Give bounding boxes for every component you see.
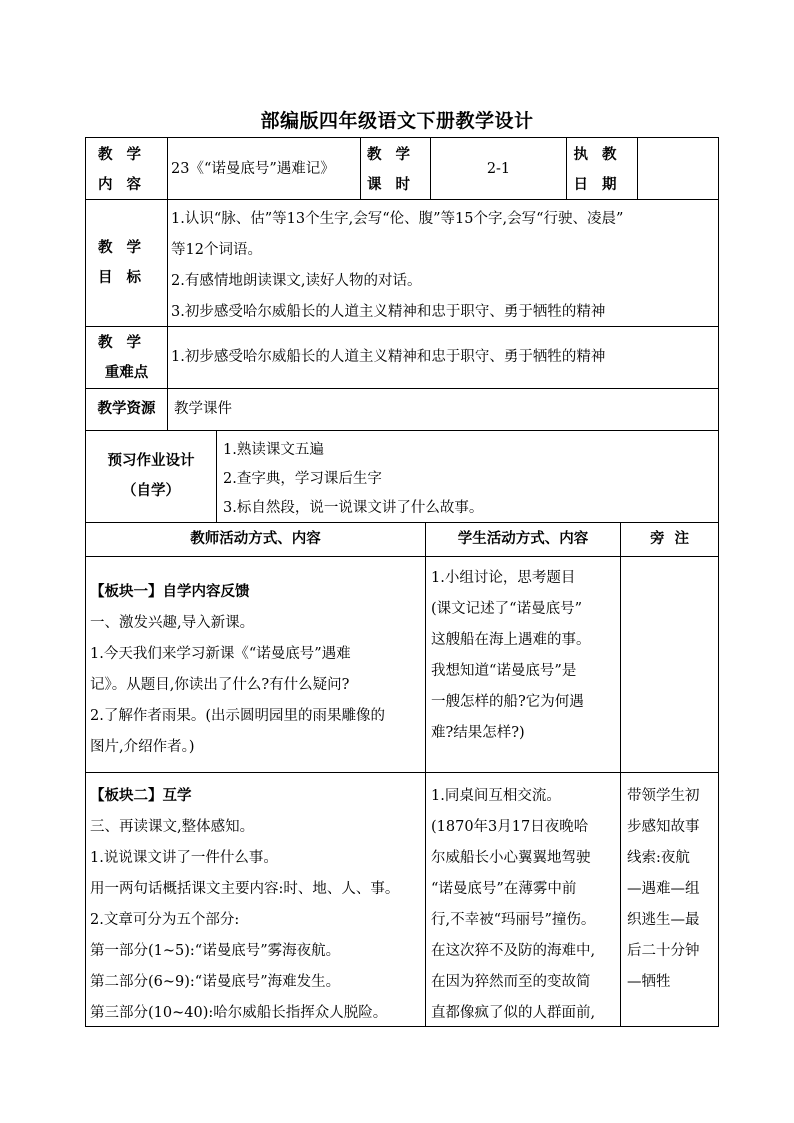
- preview-line: 1.熟读课文五遍: [223, 442, 324, 458]
- preview-line: 2.查字典，学习课后生字: [223, 471, 382, 487]
- hours-label: 教学 课时: [367, 147, 424, 193]
- note-line: 织逃生—最: [627, 912, 700, 928]
- content-value: 23《“诺曼底号”遇难记》: [171, 161, 335, 177]
- teacher-line: 第二部分(6~9):“诺曼底号”海难发生。: [90, 974, 341, 990]
- goal-line: 2.有感情地朗读课文,读好人物的对话。: [171, 273, 422, 289]
- note-line: 线索:夜航: [627, 850, 690, 866]
- block2-notes: [627, 781, 700, 998]
- student-line: 在因为猝然而至的变故简: [431, 974, 591, 990]
- student-line: 尔威船长小心翼翼地驾驶: [431, 850, 591, 866]
- teacher-line: 记》。从题目,你读出了什么?有什么疑问?: [90, 677, 350, 693]
- teacher-line: 用一两句话概括课文主要内容:时、地、人、事。: [90, 881, 400, 897]
- note-line: 步感知故事: [627, 819, 700, 835]
- block1-teacher: [90, 577, 385, 763]
- goal-line: 等12个词语。: [171, 242, 262, 258]
- student-line: 一艘怎样的船?它为何遇: [431, 694, 584, 710]
- teacher-line: 图片,介绍作者。): [90, 739, 195, 755]
- teacher-line: 一、激发兴趣,导入新课。: [90, 615, 255, 631]
- block2-student: [431, 781, 595, 1029]
- hours-value: 2-1: [486, 161, 511, 177]
- teacher-line: 第一部分(1~5):“诺曼底号”雾海夜航。: [90, 943, 341, 959]
- student-line: 行,不幸被“玛丽号”撞伤。: [431, 912, 596, 928]
- student-line: 1.同桌间互相交流。: [431, 788, 561, 804]
- goal-line: 1.认识“脉、估”等13个生字,会写“伦、腹”等15个字,会写“行驶、凌晨”: [171, 211, 624, 227]
- resources-label: 教学资源: [97, 401, 156, 417]
- student-line: (课文记述了“诺曼底号”: [431, 601, 582, 617]
- student-column-header: 学生活动方式、内容: [457, 531, 589, 547]
- block2-teacher: [90, 781, 399, 1029]
- date-label: 执教 日期: [573, 147, 631, 193]
- page-title: 部编版四年级语文下册教学设计: [260, 110, 534, 132]
- student-line: 我想知道“诺曼底号”是: [431, 663, 577, 679]
- note-line: 后二十分钟: [627, 943, 700, 959]
- teacher-line: 1.说说课文讲了一件什么事。: [90, 850, 278, 866]
- teacher-line: 1.今天我们来学习新课《“诺曼底号”遇难: [90, 646, 351, 662]
- note-line: —牺牲: [627, 974, 671, 990]
- student-line: “诺曼底号”在薄雾中前: [431, 881, 577, 897]
- block1-heading: 【板块一】自学内容反馈: [90, 584, 250, 600]
- notes-column-header: 旁 注: [649, 531, 690, 547]
- student-line: 在这次猝不及防的海难中,: [431, 943, 596, 959]
- student-line: 这艘船在海上遇难的事。: [431, 632, 591, 648]
- teacher-line: 2.文章可分为五个部分:: [90, 912, 240, 928]
- teacher-column-header: 教师活动方式、内容: [190, 531, 321, 547]
- key-points-label: 教学 重难点: [98, 335, 155, 381]
- goals-label: 教学 目标: [98, 240, 155, 286]
- block2-heading: 【板块二】互学: [90, 788, 192, 804]
- student-line: 直都像疯了似的人群面前,: [431, 1005, 596, 1021]
- resources-value: 教学课件: [174, 401, 232, 417]
- preview-label: 预习作业设计 （自学）: [107, 453, 195, 499]
- student-line: (1870年3月17日夜晚哈: [431, 819, 589, 835]
- note-line: 带领学生初: [627, 788, 700, 804]
- student-line: 难?结果怎样?): [431, 725, 525, 741]
- key-points-value: 1.初步感受哈尔威船长的人道主义精神和忠于职守、勇于牺牲的精神: [171, 349, 606, 365]
- teacher-line: 三、再读课文,整体感知。: [90, 819, 255, 835]
- goals-text: [171, 204, 623, 328]
- teacher-line: 第三部分(10~40):哈尔威船长指挥众人脱险。: [90, 1005, 388, 1021]
- goal-line: 3.初步感受哈尔威船长的人道主义精神和忠于职守、勇于牺牲的精神: [171, 304, 606, 320]
- preview-text: [223, 436, 483, 523]
- preview-line: 3.标自然段，说一说课文讲了什么故事。: [223, 500, 484, 516]
- teacher-line: 2.了解作者雨果。(出示圆明园里的雨果雕像的: [90, 708, 385, 724]
- note-line: —遇难—组: [627, 881, 700, 897]
- content-label: 教学 内容: [98, 147, 155, 193]
- student-line: 1.小组讨论，思考题目: [431, 570, 576, 586]
- block1-student: [431, 563, 591, 749]
